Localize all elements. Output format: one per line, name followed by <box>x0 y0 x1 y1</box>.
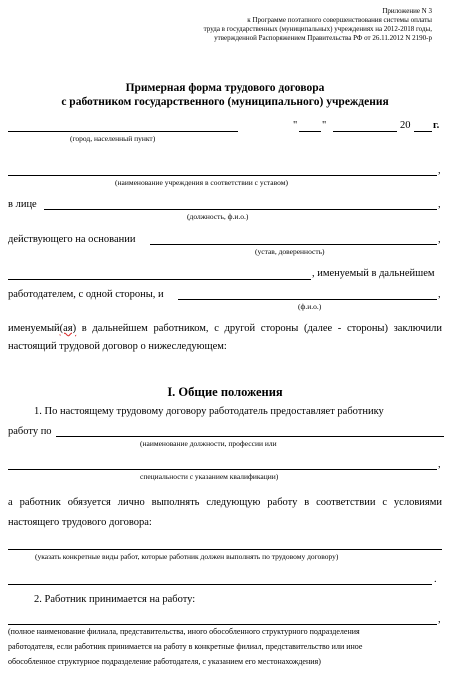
hereinafter-text: , именуемый в дальнейшем <box>312 268 435 279</box>
employee-fio-field[interactable] <box>178 299 437 300</box>
p2-text: 2. Работник принимается на работу: <box>34 594 196 605</box>
p2-caption-line1: (полное наименование филиала, представительства, иного обособленного структурного подразделения <box>8 627 360 636</box>
period-1: . <box>434 574 437 585</box>
position-field[interactable] <box>44 209 437 210</box>
appendix-program-years: труда в государственных (муниципальных) учреждениях на 2012-2018 годы, <box>203 25 432 33</box>
p2-caption-line3: обособленное структурное подразделение работодателя, с указанием его местонахождения) <box>8 657 321 666</box>
month-field[interactable] <box>333 131 397 132</box>
comma-5: , <box>438 459 441 470</box>
work-types-field-2[interactable] <box>8 584 432 585</box>
year-prefix: 20 <box>400 120 411 131</box>
branch-field[interactable] <box>8 624 437 625</box>
comma-4: , <box>438 289 441 300</box>
named-paragraph-line1: именуемый(ая) в дальнейшем работником, с другой стороны (далее - стороны) заключили <box>8 323 442 334</box>
p1-line3: а работник обязуется лично выполнять следующую работу в соответствии с условиями <box>8 497 442 508</box>
p1-line1: 1. По настоящему трудовому договору работодатель предоставляет работнику <box>34 406 384 417</box>
job-title-field[interactable] <box>56 436 444 437</box>
year-suffix: г. <box>433 120 440 131</box>
appendix-number: Приложение N 3 <box>382 7 432 15</box>
city-field[interactable] <box>8 131 238 132</box>
comma-2: , <box>438 199 441 210</box>
day-field[interactable] <box>299 131 321 132</box>
named-paragraph-line2: настоящий трудовой договор о нижеследующем: <box>8 341 227 352</box>
quote-open: " <box>293 120 298 131</box>
p1-caption1: (наименование должности, профессии или <box>140 439 277 448</box>
comma-3: , <box>438 234 441 245</box>
p2-caption-line2: работодателя, если работник принимается на работу в конкретные филиал, представительство или иное <box>8 642 363 651</box>
work-types-field-1[interactable] <box>8 549 442 550</box>
section-title: I. Общие положения <box>167 385 283 399</box>
comma-6: , <box>438 614 441 625</box>
document-title-line2: с работником государственного (муниципального) учреждения <box>61 96 389 108</box>
employer-name-field[interactable] <box>8 279 311 280</box>
position-caption: (должность, ф.и.о.) <box>187 212 249 221</box>
employer-text: работодателем, с одной стороны, и <box>8 289 164 300</box>
year-field[interactable] <box>414 131 432 132</box>
p1-work-label: работу по <box>8 426 52 437</box>
city-caption: (город, населенный пункт) <box>70 134 156 143</box>
p1-line4: настоящего трудового договора: <box>8 517 152 528</box>
comma-1: , <box>438 165 441 176</box>
institution-caption: (наименование учреждения в соответствии с уставом) <box>115 178 288 187</box>
institution-field[interactable] <box>8 175 437 176</box>
quote-close: " <box>322 120 327 131</box>
basis-field[interactable] <box>150 244 437 245</box>
fio-caption: (ф.и.о.) <box>298 302 322 311</box>
acting-label: действующего на основании <box>8 234 136 245</box>
p1-caption3: (указать конкретные виды работ, которые работник должен выполнять по трудовому договору) <box>35 552 339 561</box>
p1-caption2: специальности с указанием квалификации) <box>140 472 279 481</box>
document-title-line1: Примерная форма трудового договора <box>125 82 325 94</box>
appendix-order: утвержденной Распоряжением Правительства РФ от 26.11.2012 N 2190-р <box>214 34 432 42</box>
charter-caption: (устав, доверенность) <box>255 247 325 256</box>
specialty-field[interactable] <box>8 469 437 470</box>
appendix-program: к Программе поэтапного совершенствования системы оплаты <box>247 16 432 24</box>
in-person-label: в лице <box>8 199 37 210</box>
